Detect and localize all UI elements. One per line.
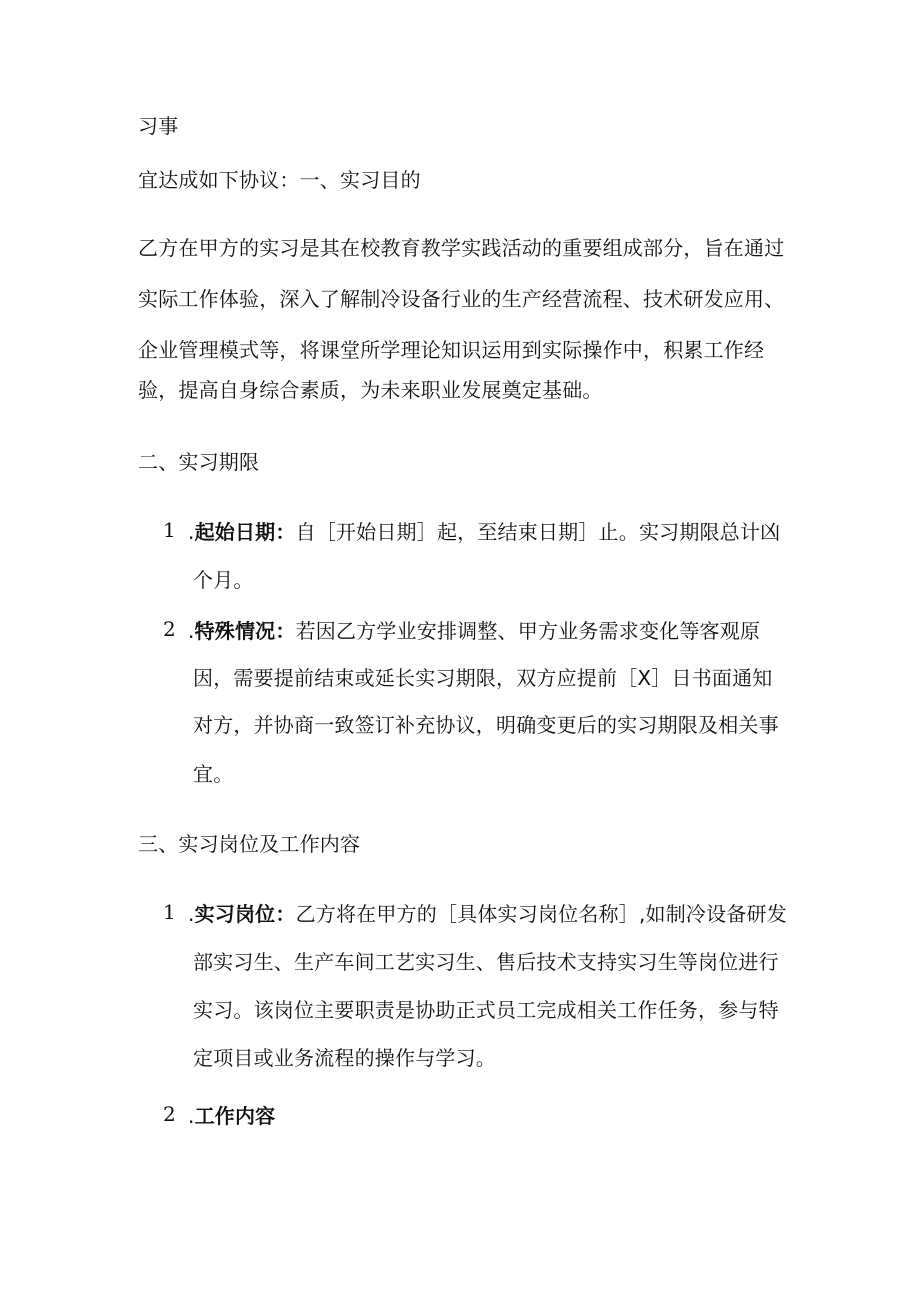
item-text: 自［开始日期］起，至结束日期］止。实习期限总计凶	[295, 520, 781, 544]
item-line-1	[188, 518, 780, 546]
section-3-heading: 三、实习岗位及工作内容	[138, 832, 361, 856]
purpose-line-3: 企业管理模式等，将课堂所学理论知识运用到实际操作中，积累工作经	[138, 338, 765, 362]
item-line-4: 宜。	[193, 762, 234, 786]
section-2-heading: 二、实习期限	[138, 450, 260, 474]
item-number: 2	[163, 1102, 176, 1126]
item-line-4: 定项目或业务流程的操作与学习。	[193, 1046, 496, 1070]
item-label: 起始日期：	[194, 520, 296, 544]
item-label: 特殊情况：	[194, 619, 296, 643]
item-dot: .	[188, 520, 195, 544]
item-line-1	[188, 900, 787, 928]
purpose-line-1: 乙方在甲方的实习是其在校教育教学实践活动的重要组成部分，旨在通过	[138, 236, 785, 260]
item-line-3: 实习。该岗位主要职责是协助正式员工完成相关工作任务，参与特	[193, 998, 779, 1022]
item-dot: .	[188, 619, 195, 643]
item-line-3: 对方，并协商一致签订补充协议，明确变更后的实习期限及相关事	[193, 713, 779, 737]
intro-line-1: 习事	[138, 114, 179, 138]
item-label: 工作内容	[194, 1104, 276, 1128]
item-line-2: 因，需要提前结束或延长实习期限，双方应提前［X］日书面通知	[193, 666, 773, 690]
item-text: 若因乙方学业安排调整、甲方业务需求变化等客观原	[295, 619, 761, 643]
item-dot: .	[188, 902, 195, 926]
item-line-2: 部实习生、生产车间工艺实习生、售后技术支持实习生等岗位进行	[193, 950, 779, 974]
item-line-2: 个月。	[193, 568, 254, 592]
item-number: 1	[163, 518, 176, 542]
purpose-line-4: 验，提高自身综合素质，为未来职业发展奠定基础。	[138, 378, 603, 402]
item-number: 2	[163, 617, 176, 641]
intro-line-2: 宜达成如下协议：一、实习目的	[138, 168, 421, 192]
item-dot: .	[188, 1104, 195, 1128]
item-number: 1	[163, 900, 176, 924]
purpose-line-2: 实际工作体验，深入了解制冷设备行业的生产经营流程、技术研发应用、	[138, 287, 785, 311]
item-text: 乙方将在甲方的［具体实习岗位名称］,如制冷设备研发	[295, 902, 787, 926]
item-line-1	[188, 1102, 275, 1130]
item-label: 实习岗位：	[194, 902, 296, 926]
item-line-1	[188, 617, 760, 645]
